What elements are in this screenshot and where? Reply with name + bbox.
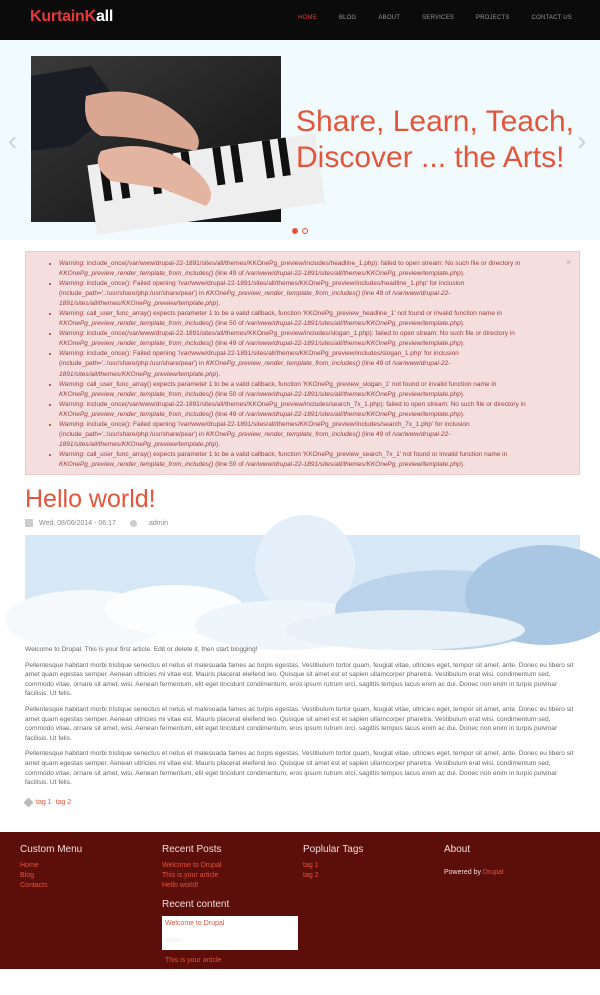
warning-end: ). — [216, 300, 221, 308]
warning-text: : include_once(/var/www/drupal-22-1891/sites/all/themes/KKOnePg_preview/includes/search_7x_1.php): failed to open stream: No such file or directory in — [83, 400, 526, 408]
tag-link-2[interactable]: tag 2 — [55, 799, 72, 806]
article-paragraph: Pellentesque habitant morbi tristique senectus et netus et malesuada fames ac turpis egestas. Vestibulum tortor quam, feugiat vitae, ultricies eget, tempor sit amet, ante. Donec eu libero sit amet quam egestas semper. Aenean ultricies mi vitae est. Mauris placerat eleifend leo. Quisque sit amet est et sapien ullamcorper pharetra. Vestibulum erat wisi, condimentum sed, commodo vitae, ornare sit amet, wisi. Aenean fermentum, elit eget tincidunt condimentum, eros ipsum rutrum orci, sagittis tempus lacus enim ac dui. Donec non enim in turpis pulvinar facilisis. Ut felis. — [25, 705, 574, 742]
recent-content-title: Recent content — [162, 899, 230, 910]
powered-by-text: Powered by — [444, 869, 483, 876]
warning-end: ). — [460, 320, 465, 328]
chevron-left-icon[interactable]: ‹ — [8, 125, 18, 156]
article-paragraph: Pellentesque habitant morbi tristique senectus et netus et malesuada fames ac turpis egestas. Vestibulum tortor quam, feugiat vitae, ultricies eget, tempor sit amet, ante. Donec eu libero sit amet quam egestas semper. Aenean ultricies mi vitae est. Mauris placerat eleifend leo. Quisque sit amet est et sapien ullamcorper pharetra. Vestibulum erat wisi, condimentum sed, commodo vitae, ornare sit amet, wisi. Aenean fermentum, elit eget tincidunt condimentum, eros ipsum rutrum orci, sagittis tempus lacus enim ac dui. Donec non enim in turpis pulvinar facilisis. Ut felis. — [25, 661, 574, 698]
popular-tags-block — [303, 844, 363, 881]
warning-function: KKOnePg_preview_render_template_from_includes() — [59, 340, 214, 348]
warning-function: KKOnePg_preview_render_template_from_includes() — [205, 360, 361, 368]
slider-pager — [292, 228, 308, 234]
warning-message — [59, 349, 565, 379]
warning-function: KKOnePg_preview_render_template_from_includes() — [59, 460, 214, 468]
warning-label: Warning — [59, 400, 84, 408]
warning-end: ). — [460, 410, 465, 418]
tag-link-1[interactable]: tag 1 — [36, 799, 52, 806]
warning-message — [59, 309, 565, 329]
warning-text: : call_user_func_array() expects parameter 1 to be a valid callback, function 'KKOnePg_preview_headline_1' not found or invalid function name in — [83, 310, 502, 318]
warning-path: /var/www/drupal-22-1891/sites/all/themes/KKOnePg_preview/template.php — [245, 340, 461, 348]
warning-label: Warning — [59, 420, 84, 428]
footer-link-home[interactable]: Home — [20, 862, 39, 869]
slider-dot-2[interactable] — [302, 228, 308, 234]
tag-icon — [24, 798, 34, 808]
logo-text-part3: all — [95, 8, 114, 25]
warning-path: /var/www/drupal-22-1891/sites/all/themes/KKOnePg_preview/template.php — [245, 390, 461, 398]
warning-text: : call_user_func_array() expects parameter 1 to be a valid callback, function 'KKOnePg_preview_search_7x_1' not found or invalid function name in — [83, 450, 508, 458]
warning-end: ). — [460, 460, 465, 468]
recent-post-link[interactable]: Hello world! — [162, 882, 199, 889]
warning-line: (line 49 of — [360, 290, 393, 298]
warning-message — [59, 400, 565, 420]
recent-content-link[interactable]: This is your article — [165, 957, 222, 964]
site-footer — [0, 832, 600, 981]
calendar-icon — [25, 519, 33, 527]
warning-end: ). — [460, 390, 465, 398]
warning-line: (line 50 of — [213, 460, 246, 468]
warning-message — [59, 380, 565, 400]
main-nav — [276, 15, 572, 21]
warning-text: : call_user_func_array() expects parameter 1 to be a valid callback, function 'KKOnePg_preview_slogan_1' not found or invalid function name in — [83, 380, 497, 388]
warning-label: Warning — [59, 260, 84, 267]
nav-about[interactable]: ABOUT — [378, 15, 401, 21]
recent-content-item — [162, 916, 298, 950]
article-date: Wed, 08/06/2014 - 06:17 — [39, 519, 116, 527]
warning-function: KKOnePg_preview_render_template_from_includes() — [205, 430, 361, 438]
article-body — [25, 645, 580, 794]
warning-function: KKOnePg_preview_render_template_from_includes() — [59, 390, 214, 398]
warning-end: ). — [460, 340, 465, 348]
about-title: About — [444, 844, 471, 855]
warning-line: (line 50 of — [213, 390, 246, 398]
close-icon[interactable]: × — [566, 258, 571, 267]
chevron-right-icon[interactable]: › — [577, 125, 587, 156]
nav-projects[interactable]: PROJECTS — [475, 15, 510, 21]
nav-services[interactable]: SERVICES — [422, 15, 454, 21]
footer-link-blog[interactable]: Blog — [20, 872, 35, 879]
custom-menu-title: Custom Menu — [20, 844, 83, 855]
popular-tags-title: Poplular Tags — [303, 844, 364, 855]
logo-text-part1: Kurtain — [30, 8, 85, 25]
footer-tag-link[interactable]: tag 2 — [303, 872, 319, 879]
warning-line: (line 49 of — [213, 340, 246, 348]
warning-label: Warning — [59, 380, 84, 388]
warning-label: Warning — [59, 350, 84, 358]
warning-list — [26, 252, 579, 470]
warning-text: : include_once(): Failed opening '/var/www/drupal-22-1891/sites/all/themes/KKOnePg_preview/includes/search_7x_1.php' for inclusion (include_path='.:/usr/share/php:/usr/share/pear') in — [59, 420, 470, 438]
warning-line: (line 49 of — [213, 270, 246, 278]
warning-end: ). — [216, 370, 221, 378]
warning-path: /var/www/drupal-22-1891/sites/all/themes/KKOnePg_preview/template.php — [59, 430, 451, 448]
article-paragraph: Pellentesque habitant morbi tristique senectus et netus et malesuada fames ac turpis egestas. Vestibulum tortor quam, feugiat vitae, ultricies eget, tempor sit amet, ante. Donec eu libero sit amet quam egestas semper. Aenean ultricies mi vitae est. Mauris placerat eleifend leo. Quisque sit amet est et sapien ullamcorper pharetra. Vestibulum erat wisi, condimentum sed, commodo vitae, ornare sit amet, wisi. Aenean fermentum, elit eget tincidunt condimentum, eros ipsum rutrum orci, sagittis tempus lacus enim ac dui. Donec non enim in turpis pulvinar facilisis. Ut felis. — [25, 750, 574, 787]
warning-end: ). — [460, 270, 465, 278]
recent-content-item — [162, 953, 298, 987]
warning-function: KKOnePg_preview_render_template_from_includes() — [59, 410, 214, 418]
recent-post-link[interactable]: Welcome to Drupal — [162, 862, 222, 869]
article-author[interactable]: admin — [148, 519, 169, 527]
warning-message — [59, 259, 565, 279]
warning-path: /var/www/drupal-22-1891/sites/all/themes/KKOnePg_preview/template.php — [245, 410, 461, 418]
recent-content-author: admin — [165, 974, 185, 981]
warning-label: Warning — [59, 450, 84, 458]
nav-blog[interactable]: BLOG — [338, 15, 357, 21]
warning-messages — [25, 251, 580, 475]
piano-image — [31, 56, 281, 222]
article-meta — [25, 519, 168, 527]
warning-text: : include_once(): Failed opening '/var/www/drupal-22-1891/sites/all/themes/KKOnePg_preview/includes/headline_1.php' for inclusion (include_path='.:/usr/share/php:/usr/share/pear') in — [59, 280, 465, 298]
nav-contact-us[interactable]: CONTACT US — [531, 15, 572, 21]
footer-link-contacts[interactable]: Contacts — [20, 882, 48, 889]
recent-posts-title: Recent Posts — [162, 844, 222, 855]
warning-message — [59, 329, 565, 349]
recent-content-link[interactable]: Welcome to Drupal — [165, 920, 225, 927]
article-paragraph: Welcome to Drupal. This is your first article. Edit or delete it, then start blogging! — [25, 646, 258, 653]
footer-tag-link[interactable]: tag 1 — [303, 862, 319, 869]
article-title[interactable]: Hello world! — [25, 485, 156, 513]
warning-message — [59, 420, 565, 450]
warning-line: (line 50 of — [213, 320, 246, 328]
recent-post-link[interactable]: This is your article — [162, 872, 219, 879]
warning-label: Warning — [59, 280, 84, 288]
warning-path: /var/www/drupal-22-1891/sites/all/themes/KKOnePg_preview/template.php — [59, 360, 451, 378]
warning-text: : include_once(/var/www/drupal-22-1891/sites/all/themes/KKOnePg_preview/includes/headline_1.php): failed to open stream: No such file or directory in — [83, 260, 521, 267]
hero-slider — [0, 40, 600, 240]
sky-banner-image — [25, 535, 580, 634]
warning-end: ). — [216, 440, 221, 448]
warning-message — [59, 279, 565, 309]
recent-content-author: admin — [165, 938, 182, 944]
slider-headline: Share, Learn, Teach, Discover ... the Arts! — [296, 105, 574, 174]
warning-path: /var/www/drupal-22-1891/sites/all/themes/KKOnePg_preview/template.php — [245, 460, 461, 468]
logo-text-part2: K — [84, 8, 96, 25]
site-header — [0, 0, 600, 40]
warning-text: : include_once(/var/www/drupal-22-1891/sites/all/themes/KKOnePg_preview/includes/slogan_1.php): failed to open stream: No such file or directory in — [83, 330, 515, 338]
warning-path: /var/www/drupal-22-1891/sites/all/themes/KKOnePg_preview/template.php — [245, 320, 461, 328]
recent-posts-block — [162, 844, 298, 995]
warning-label: Warning — [59, 330, 84, 338]
warning-function: KKOnePg_preview_render_template_from_includes() — [59, 270, 214, 278]
slider-dot-1[interactable] — [292, 228, 298, 234]
custom-menu-block — [20, 844, 82, 891]
warning-path: /var/www/drupal-22-1891/sites/all/themes/KKOnePg_preview/template.php — [59, 290, 451, 308]
about-block — [444, 844, 504, 879]
warning-label: Warning — [59, 310, 84, 318]
warning-function: KKOnePg_preview_render_template_from_includes() — [59, 320, 214, 328]
warning-path: /var/www/drupal-22-1891/sites/all/themes/KKOnePg_preview/template.php — [245, 270, 461, 278]
recent-content-item — [162, 989, 298, 995]
user-icon — [130, 520, 137, 527]
warning-text: : include_once(): Failed opening '/var/www/drupal-22-1891/sites/all/themes/KKOnePg_preview/includes/slogan_1.php' for inclusion (include_path='.:/usr/share/php:/usr/share/pear') in — [59, 350, 459, 368]
article-tags — [25, 799, 75, 806]
warning-line: (line 49 of — [360, 430, 393, 438]
nav-home[interactable]: HOME — [298, 15, 317, 21]
warning-function: KKOnePg_preview_render_template_from_includes() — [205, 290, 361, 298]
site-logo[interactable] — [30, 8, 113, 26]
warning-line: (line 49 of — [360, 360, 393, 368]
warning-line: (line 49 of — [213, 410, 246, 418]
drupal-link[interactable]: Drupal — [482, 869, 504, 876]
warning-message — [59, 450, 565, 470]
